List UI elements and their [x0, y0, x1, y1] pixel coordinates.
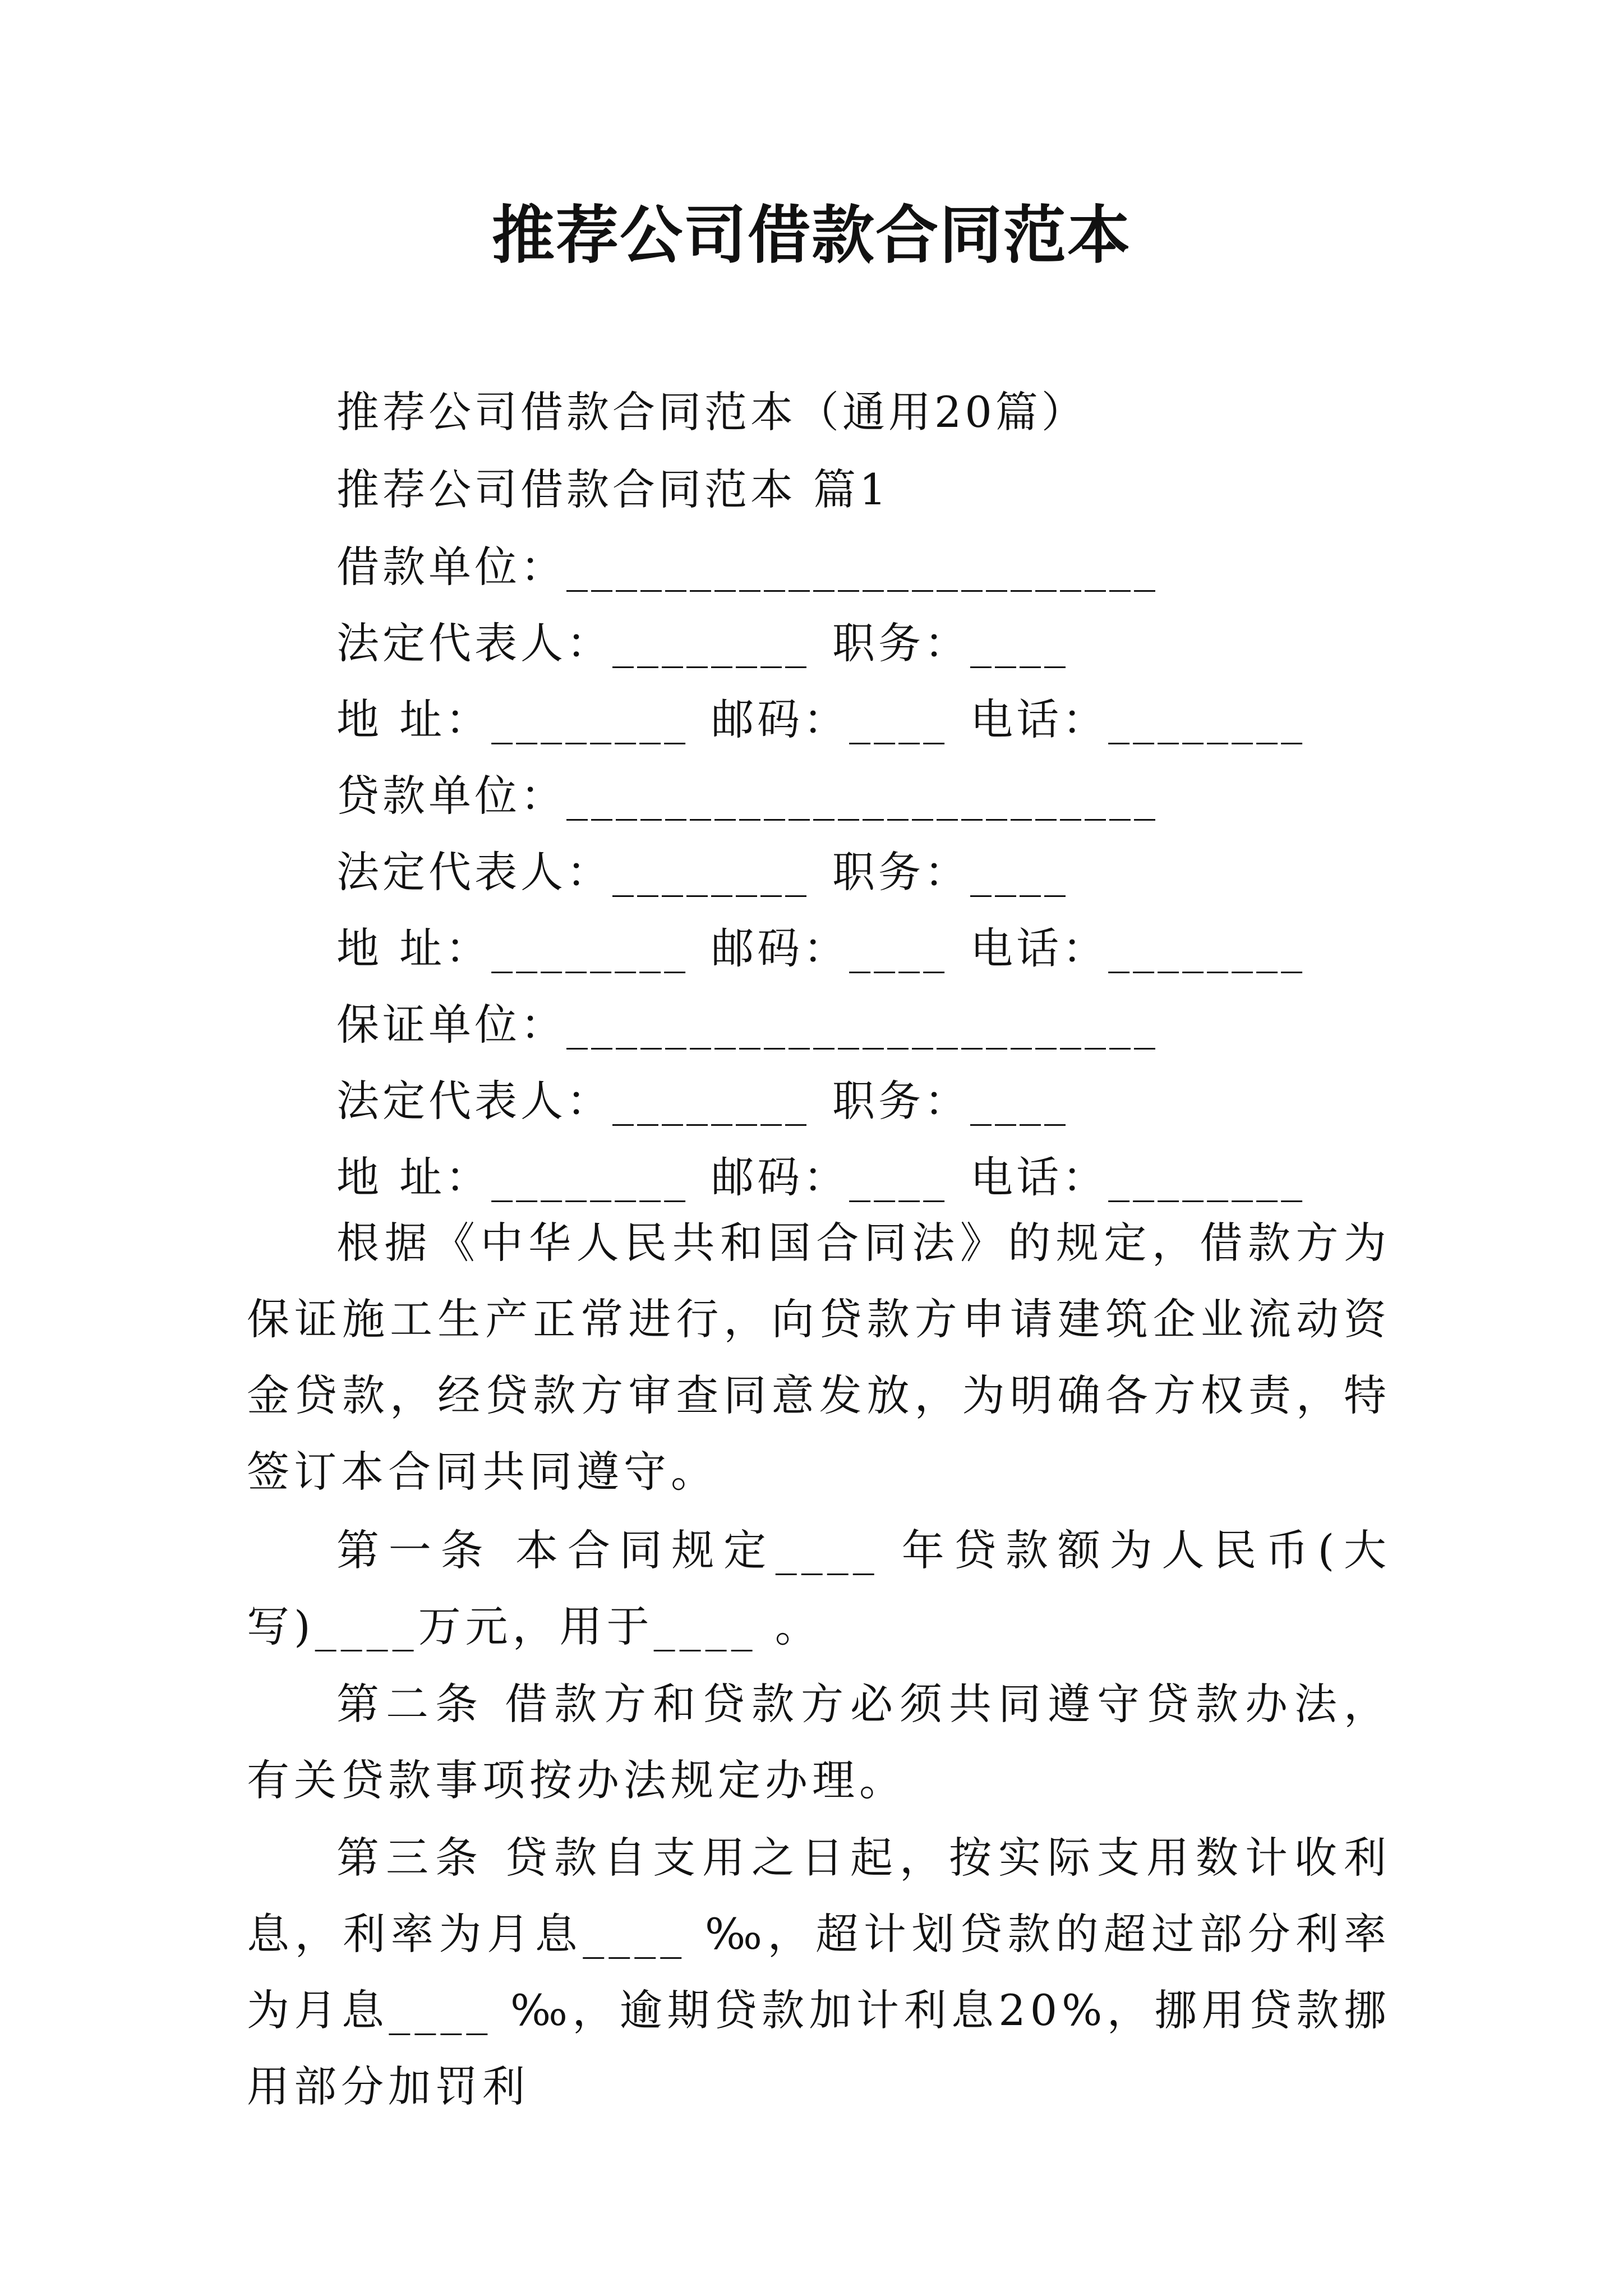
lender-title-label: 职务： [832, 847, 970, 897]
guarantor-title-blank: ____ [970, 1076, 1069, 1126]
borrower-address-line [336, 689, 1306, 751]
document-subtitle: 推荐公司借款合同范本（通用20篇） [336, 387, 1087, 437]
lender-unit-blank: ________________________ [566, 771, 1159, 821]
article-1-paragraph: 第一条 本合同规定____ 年贷款额为人民币(大写)____万元，用于____ 。 [247, 1525, 1391, 1651]
lender-addr-label: 地 址： [336, 923, 492, 973]
borrower-unit-line [336, 536, 1159, 598]
lender-zip-blank: ____ [849, 923, 948, 973]
lender-rep-label: 法定代表人： [336, 847, 612, 897]
lender-unit-label: 贷款单位： [336, 771, 566, 821]
guarantor-phone-label: 电话： [970, 1152, 1109, 1202]
borrower-unit-blank: ________________________ [566, 542, 1159, 592]
guarantor-addr-label: 地 址： [336, 1152, 492, 1202]
lender-title-blank: ____ [970, 847, 1069, 897]
borrower-phone-blank: ________ [1108, 694, 1306, 744]
lender-rep-blank: ________ [612, 847, 810, 897]
borrower-addr-label: 地 址： [336, 694, 492, 744]
guarantor-zip-blank: ____ [849, 1152, 948, 1202]
borrower-addr-blank: ________ [491, 694, 689, 744]
intro-paragraph: 根据《中华人民共和国合同法》的规定，借款方为保证施工生产正常进行，向贷款方申请建筑企业流动资金贷款，经贷款方审查同意发放，为明确各方权责，特签订本合同共同遵守。 [247, 1218, 1391, 1497]
guarantor-unit-label: 保证单位： [336, 1000, 566, 1050]
borrower-rep-line [336, 613, 1069, 674]
lender-phone-blank: ________ [1108, 923, 1306, 973]
guarantor-phone-blank: ________ [1108, 1152, 1306, 1202]
lender-addr-blank: ________ [491, 923, 689, 973]
lender-zip-label: 邮码： [711, 923, 850, 973]
guarantor-addr-blank: ________ [491, 1152, 689, 1202]
borrower-zip-blank: ____ [849, 694, 948, 744]
guarantor-address-line [336, 1147, 1306, 1208]
borrower-phone-label: 电话： [970, 694, 1109, 744]
guarantor-rep-label: 法定代表人： [336, 1076, 612, 1126]
lender-address-line [336, 918, 1306, 979]
guarantor-unit-blank: ________________________ [566, 1000, 1159, 1050]
guarantor-rep-line [336, 1070, 1069, 1132]
article-2-paragraph: 第二条 借款方和贷款方必须共同遵守贷款办法，有关贷款事项按办法规定办理。 [247, 1679, 1391, 1805]
borrower-unit-label: 借款单位： [336, 542, 566, 592]
borrower-title-label: 职务： [832, 618, 970, 668]
guarantor-zip-label: 邮码： [711, 1152, 850, 1202]
guarantor-rep-blank: ________ [612, 1076, 810, 1126]
borrower-zip-label: 邮码： [711, 694, 850, 744]
section-heading: 推荐公司借款合同范本 篇1 [336, 464, 890, 514]
borrower-title-blank: ____ [970, 618, 1069, 668]
article-3-paragraph: 第三条 贷款自支用之日起，按实际支用数计收利息，利率为月息____ ‰，超计划贷款的超过部分利率为月息____ ‰，逾期贷款加计利息20%，挪用贷款挪用部分加罚利 [247, 1833, 1391, 2111]
guarantor-title-label: 职务： [832, 1076, 970, 1126]
lender-unit-line [336, 765, 1159, 827]
document-title: 推荐公司借款合同范本 [492, 199, 1131, 272]
lender-phone-label: 电话： [970, 923, 1109, 973]
guarantor-unit-line [336, 994, 1159, 1056]
lender-rep-line [336, 841, 1069, 903]
borrower-rep-label: 法定代表人： [336, 618, 612, 668]
borrower-rep-blank: ________ [612, 618, 810, 668]
